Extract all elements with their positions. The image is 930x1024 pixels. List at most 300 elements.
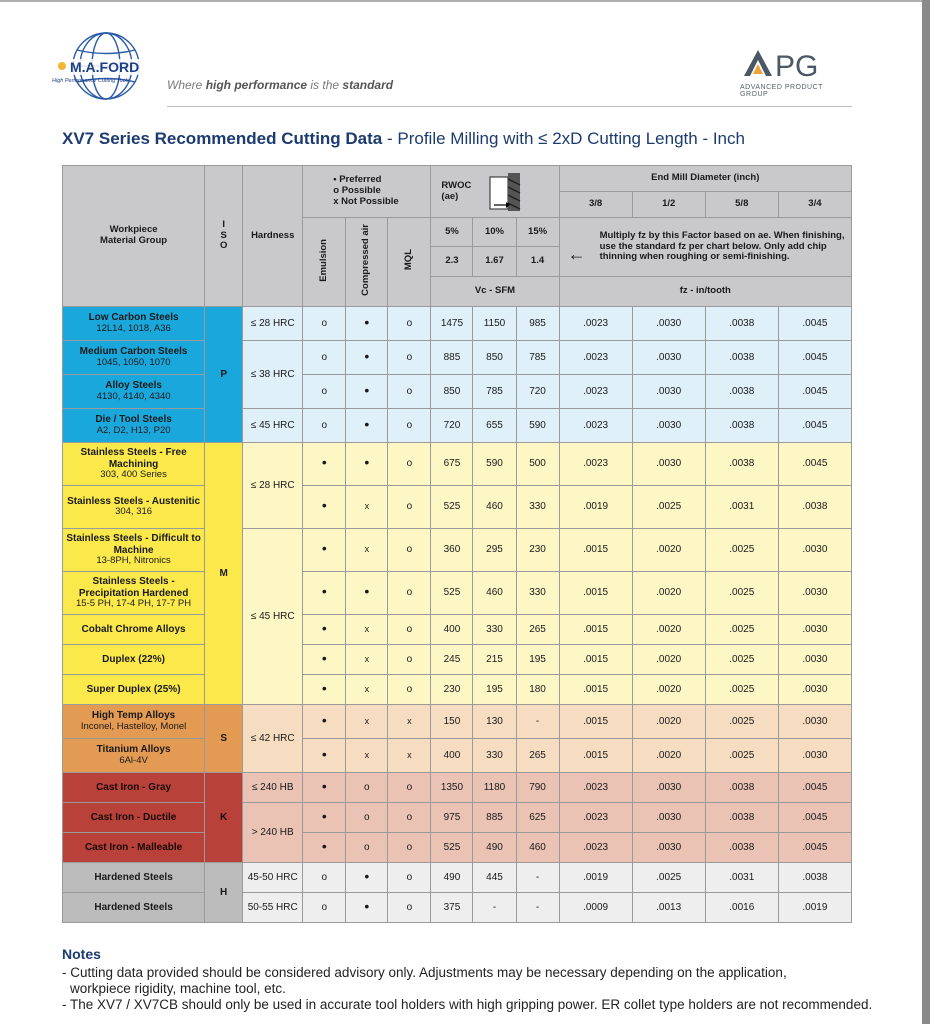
vc-value: 330 [516,572,559,615]
fz-value: .0023 [559,409,632,443]
fz-value: .0030 [632,803,705,833]
table-row [63,705,852,739]
material-examples: 12L14, 1018, A36 [96,322,171,334]
material-cell [63,615,205,645]
material-name: Stainless Steels - Free Machining [80,447,187,470]
coolant-mql-cell: o [388,615,431,645]
vc-value: 720 [516,375,559,409]
material-cell [63,409,205,443]
fz-value: .0030 [632,833,705,863]
fz-value: .0020 [632,739,705,773]
vc-value: 975 [431,803,473,833]
vc-value: 150 [431,705,473,739]
tagline [167,78,393,92]
fz-value: .0045 [778,409,851,443]
factor-15: 1.4 [516,247,559,277]
fz-value: .0030 [632,341,705,375]
page-title [62,129,745,149]
table-row [63,739,852,773]
coolant-emulsion-cell: • [303,675,346,705]
table-row [63,893,852,923]
coolant-emulsion-cell: o [303,863,346,893]
left-arrow-icon: ← [567,244,586,264]
vc-value: 330 [473,615,516,645]
fz-value: .0038 [705,341,778,375]
fz-value: .0020 [632,705,705,739]
fz-value: .0030 [778,705,851,739]
vc-value: 490 [431,863,473,893]
vc-value: 295 [473,529,516,572]
material-name: Stainless Steels - Precipitation Hardened [78,576,189,599]
vc-value: 850 [431,375,473,409]
fz-value: .0013 [632,893,705,923]
material-cell [63,705,205,739]
fz-value: .0023 [559,341,632,375]
coolant-mql-cell: o [388,307,431,341]
fz-value: .0020 [632,645,705,675]
table-row [63,529,852,572]
fz-value: .0030 [632,773,705,803]
fz-value: .0020 [632,675,705,705]
vc-value: 1475 [431,307,473,341]
material-examples: 15-5 PH, 17-4 PH, 17-7 PH [76,598,192,610]
vc-value: 1180 [473,773,516,803]
ae-15: 15% [516,218,559,247]
vc-value: 885 [431,341,473,375]
vc-value: 460 [473,572,516,615]
fz-value: .0025 [705,705,778,739]
fz-value: .0015 [559,572,632,615]
table-row [63,773,852,803]
table-row [63,341,852,375]
fz-value: .0030 [778,529,851,572]
tagline-mid: is the [310,78,340,92]
coolant-air-cell: x [346,739,388,773]
coolant-mql-cell: o [388,675,431,705]
coolant-compressed-air: Compressed air [346,218,388,307]
vc-value: 655 [473,409,516,443]
material-examples: 4130, 4140, 4340 [96,390,171,402]
fz-value: .0038 [778,863,851,893]
coolant-air-cell: x [346,675,388,705]
apg-subtitle: ADVANCED PRODUCT GROUP [740,84,823,98]
coolant-emulsion-cell: • [303,705,346,739]
diameter-3-4: 3/4 [778,192,851,218]
vc-value: 885 [473,803,516,833]
hardness-cell: ≤ 38 HRC [243,341,303,409]
note-1: - Cutting data provided should be considered advisory only. Adjustments may be necessary depending on the application, [62,965,787,980]
material-cell [63,833,205,863]
coolant-emulsion-cell: • [303,529,346,572]
material-cell [63,341,205,375]
vc-value: 360 [431,529,473,572]
material-name: Cobalt Chrome Alloys [81,623,186,635]
coolant-mql-cell: o [388,341,431,375]
coolant-emulsion-cell: • [303,486,346,529]
note-1-continued: workpiece rigidity, machine tool, etc. [70,981,286,996]
fz-value: .0015 [559,615,632,645]
fz-value: .0038 [705,833,778,863]
vc-value: - [516,705,559,739]
vc-value: 720 [431,409,473,443]
fz-value: .0023 [559,443,632,486]
material-name: Super Duplex (25%) [86,683,181,695]
tagline-bold: high performance [205,78,308,92]
coolant-emulsion-cell: • [303,833,346,863]
material-name: Cast Iron - Malleable [84,841,183,853]
fz-value: .0025 [705,529,778,572]
factor-note: ← Multiply fz by this Factor based on ae. When finishing, use the standard fz per chart below. Only add chip thinning when roughing or semi-finishing. [559,218,851,277]
fz-value: .0019 [778,893,851,923]
coolant-air-cell: x [346,645,388,675]
fz-value: .0038 [705,375,778,409]
iso-group-cell: H [205,863,243,923]
fz-value: .0030 [632,307,705,341]
table-row [63,409,852,443]
material-name: Duplex (22%) [102,653,165,665]
page-right-edge [922,0,930,1024]
fz-value: .0025 [632,863,705,893]
fz-value: .0023 [559,773,632,803]
material-examples: Inconel, Hastelloy, Monel [80,720,187,732]
fz-value: .0019 [559,863,632,893]
fz-value: .0045 [778,833,851,863]
diameter-3-8: 3/8 [559,192,632,218]
vc-value: 625 [516,803,559,833]
coolant-emulsion-cell: • [303,615,346,645]
material-examples: 6Al-4V [119,754,148,766]
diameter-1-2: 1/2 [632,192,705,218]
table-row [63,572,852,615]
hardness-cell: 45-50 HRC [243,863,303,893]
table-row [63,803,852,833]
ma-ford-logo [50,30,160,105]
material-cell [63,486,205,529]
coolant-mql-cell: o [388,893,431,923]
coolant-emulsion-cell: • [303,803,346,833]
fz-value: .0015 [559,675,632,705]
material-cell [63,645,205,675]
fz-value: .0030 [632,443,705,486]
material-name: High Temp Alloys [91,710,176,722]
apg-letters: PG [775,50,819,78]
vc-value: 460 [473,486,516,529]
vc-value: 445 [473,863,516,893]
fz-value: .0025 [705,739,778,773]
coolant-mql-cell: o [388,833,431,863]
factor-10: 1.67 [473,247,516,277]
coolant-mql-cell: o [388,529,431,572]
coolant-air-cell: x [346,486,388,529]
iso-group-cell: P [205,307,243,443]
table-row [63,675,852,705]
coolant-emulsion-cell: o [303,307,346,341]
material-cell [63,675,205,705]
page-top-edge [0,0,930,2]
iso-header: I S O [205,166,243,307]
vc-value: 785 [516,341,559,375]
coolant-mql: MQL [388,218,431,307]
fz-value: .0016 [705,893,778,923]
fz-value: .0020 [632,615,705,645]
fz-value: .0015 [559,739,632,773]
vc-value: 460 [516,833,559,863]
coolant-mql-cell: o [388,375,431,409]
material-name: Die / Tool Steels [95,414,172,426]
fz-value: .0030 [778,615,851,645]
fz-value: .0045 [778,341,851,375]
vc-value: 525 [431,833,473,863]
coolant-mql-cell: o [388,409,431,443]
fz-value: .0030 [778,572,851,615]
ae-5: 5% [431,218,473,247]
apg-logo [740,48,852,98]
vc-value: 330 [473,739,516,773]
coolant-emulsion-cell: • [303,443,346,486]
material-name: Titanium Alloys [96,744,171,756]
fz-value: .0038 [705,803,778,833]
coolant-mql-cell: o [388,773,431,803]
vc-value: 525 [431,486,473,529]
material-cell [63,773,205,803]
vc-value: 790 [516,773,559,803]
material-examples: 304, 316 [115,506,153,518]
coolant-air-cell: • [346,307,388,341]
hardness-cell: 50-55 HRC [243,893,303,923]
coolant-air-cell: x [346,529,388,572]
coolant-air-cell: o [346,803,388,833]
fz-value: .0023 [559,375,632,409]
material-cell [63,803,205,833]
iso-group-cell: S [205,705,243,773]
fz-value: .0020 [632,529,705,572]
coolant-mql-cell: o [388,645,431,675]
logo-subtext: High Performance Cutting Tools [52,78,130,84]
vc-value: 245 [431,645,473,675]
coolant-mql-cell: x [388,739,431,773]
end-mill-icon [486,171,526,213]
fz-value: .0030 [632,409,705,443]
coolant-air-cell: • [346,893,388,923]
hardness-cell: ≤ 45 HRC [243,529,303,705]
vc-value: 785 [473,375,516,409]
coolant-mql-cell: o [388,486,431,529]
vc-value: 195 [473,675,516,705]
iso-group-cell: M [205,443,243,705]
coolant-air-cell: • [346,572,388,615]
vc-value: 215 [473,645,516,675]
fz-value: .0030 [778,675,851,705]
ae-10: 10% [473,218,516,247]
coolant-emulsion-cell: o [303,375,346,409]
material-examples: 303, 400 Series [100,469,167,481]
vc-value: 1350 [431,773,473,803]
hardness-header: Hardness [243,166,303,307]
tagline-bold2: standard [342,78,394,92]
coolant-emulsion-cell: • [303,572,346,615]
fz-value: .0038 [778,486,851,529]
vc-value: 265 [516,615,559,645]
table-row [63,833,852,863]
fz-value: .0045 [778,803,851,833]
fz-value: .0025 [705,675,778,705]
vc-value: 230 [516,529,559,572]
rwoc-header: RWOC (ae) [431,166,559,218]
vc-value: 180 [516,675,559,705]
logo-wordmark: M.A.FORD [70,59,140,75]
coolant-air-cell: • [346,443,388,486]
vc-value: 675 [431,443,473,486]
coolant-emulsion-cell: • [303,773,346,803]
tagline-pre: Where [167,78,203,92]
material-name: Cast Iron - Gray [96,781,172,793]
fz-value: .0023 [559,307,632,341]
fz-unit-header: fz - in/tooth [559,277,851,307]
diameter-5-8: 5/8 [705,192,778,218]
factor-5: 2.3 [431,247,473,277]
coolant-emulsion-cell: o [303,409,346,443]
fz-value: .0019 [559,486,632,529]
fz-value: .0025 [705,572,778,615]
material-cell [63,375,205,409]
coolant-mql-cell: x [388,705,431,739]
hardness-cell: ≤ 42 HRC [243,705,303,773]
vc-value: 130 [473,705,516,739]
material-name: Cast Iron - Ductile [90,811,177,823]
vc-value: 1150 [473,307,516,341]
fz-value: .0045 [778,375,851,409]
material-cell [63,739,205,773]
fz-value: .0009 [559,893,632,923]
table-row [63,863,852,893]
fz-value: .0038 [705,409,778,443]
fz-value: .0045 [778,773,851,803]
material-name: Low Carbon Steels [88,312,179,324]
iso-group-cell: K [205,773,243,863]
vc-value: 195 [516,645,559,675]
material-examples: 1045, 1050, 1070 [96,356,171,368]
material-name: Stainless Steels - Austenitic [67,495,201,507]
fz-value: .0038 [705,773,778,803]
vc-value: 850 [473,341,516,375]
note-2: - The XV7 / XV7CB should only be used in accurate tool holders with high gripping power. ER collet type holders are not recommended. [62,997,873,1012]
fz-value: .0030 [632,375,705,409]
vc-value: 375 [431,893,473,923]
vc-value: - [516,863,559,893]
material-name: Alloy Steels [105,380,162,392]
fz-value: .0045 [778,307,851,341]
coolant-legend: • Preferred o Possible x Not Possible [303,166,431,218]
vc-value: 490 [473,833,516,863]
vc-value: 265 [516,739,559,773]
coolant-air-cell: o [346,833,388,863]
vc-value: 985 [516,307,559,341]
fz-value: .0023 [559,833,632,863]
material-name: Hardened Steels [94,901,173,913]
fz-value: .0015 [559,645,632,675]
coolant-emulsion-cell: o [303,341,346,375]
material-cell [63,443,205,486]
material-name: Medium Carbon Steels [79,346,188,358]
header-divider [167,106,852,107]
table-row [63,375,852,409]
fz-value: .0031 [705,486,778,529]
vc-value: 525 [431,572,473,615]
material-cell [63,863,205,893]
coolant-mql-cell: o [388,443,431,486]
vc-value: 400 [431,739,473,773]
vc-value: 400 [431,615,473,645]
material-examples: A2, D2, H13, P20 [96,424,171,436]
material-examples: 13-8PH, Nitronics [96,555,171,567]
fz-value: .0025 [632,486,705,529]
fz-value: .0023 [559,803,632,833]
fz-value: .0038 [705,307,778,341]
vc-value: 330 [516,486,559,529]
table-row [63,307,852,341]
vc-value: - [516,893,559,923]
vc-value: 230 [431,675,473,705]
vc-value: - [473,893,516,923]
fz-value: .0030 [778,739,851,773]
coolant-air-cell: o [346,773,388,803]
cutting-data-table [62,165,852,923]
coolant-air-cell: • [346,375,388,409]
coolant-air-cell: • [346,863,388,893]
fz-value: .0045 [778,443,851,486]
fz-value: .0030 [778,645,851,675]
title-bold: XV7 Series Recommended Cutting Data [62,129,383,148]
table-row [63,443,852,486]
coolant-emulsion: Emulsion [303,218,346,307]
vc-unit-header: Vc - SFM [431,277,559,307]
coolant-mql-cell: o [388,572,431,615]
hardness-cell: ≤ 240 HB [243,773,303,803]
hardness-cell: > 240 HB [243,803,303,863]
material-name: Stainless Steels - Difficult to Machine [66,533,201,556]
end-mill-diameter-header: End Mill Diameter (inch) [559,166,851,192]
coolant-mql-cell: o [388,803,431,833]
coolant-air-cell: x [346,615,388,645]
vc-value: 590 [473,443,516,486]
coolant-mql-cell: o [388,863,431,893]
notes-list [62,965,882,1013]
fz-value: .0015 [559,705,632,739]
coolant-air-cell: • [346,409,388,443]
table-row [63,486,852,529]
material-cell [63,529,205,572]
vc-value: 590 [516,409,559,443]
fz-value: .0031 [705,863,778,893]
coolant-air-cell: • [346,341,388,375]
material-cell [63,893,205,923]
coolant-emulsion-cell: • [303,645,346,675]
coolant-air-cell: x [346,705,388,739]
material-header: Workpiece Material Group [63,166,205,307]
material-name: Hardened Steels [94,871,173,883]
coolant-emulsion-cell: o [303,893,346,923]
fz-value: .0015 [559,529,632,572]
fz-value: .0025 [705,615,778,645]
vc-value: 500 [516,443,559,486]
material-cell [63,572,205,615]
hardness-cell: ≤ 28 HRC [243,443,303,529]
fz-value: .0025 [705,645,778,675]
title-rest: - Profile Milling with ≤ 2xD Cutting Length - Inch [382,129,745,148]
fz-value: .0020 [632,572,705,615]
hardness-cell: ≤ 45 HRC [243,409,303,443]
table-row [63,645,852,675]
